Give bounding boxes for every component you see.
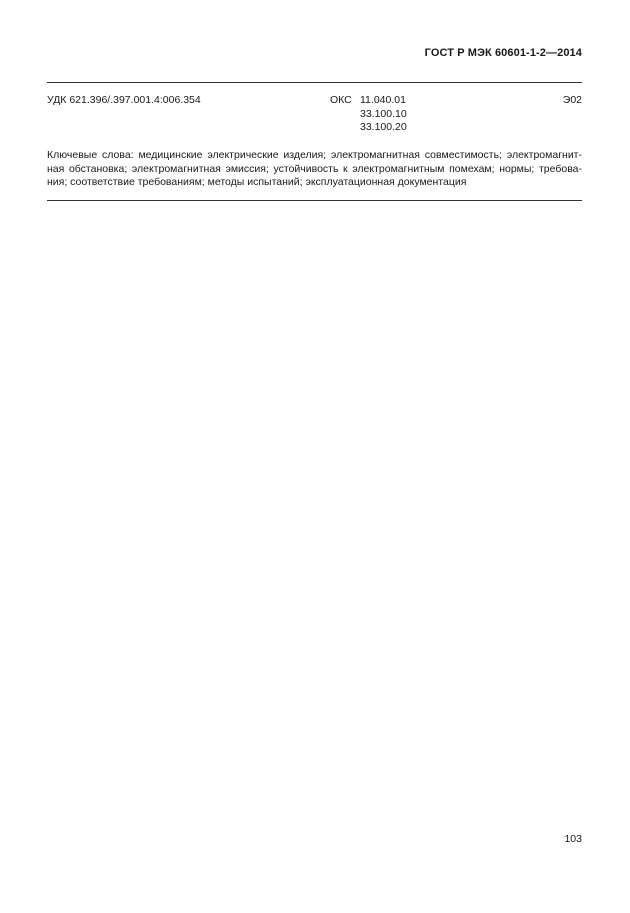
oks-label: ОКС [330, 94, 352, 106]
top-divider [47, 82, 582, 83]
page-number: 103 [564, 833, 582, 845]
oks-code: 11.040.01 [360, 94, 406, 106]
oks-codes [360, 94, 407, 135]
oks-code: 33.100.20 [360, 121, 407, 133]
keywords-line: ния; соответствие требованиям; методы испытаний; эксплуатационная документация [47, 176, 467, 188]
keywords-line: ная обстановка; электромагнитная эмиссия; устойчивость к электромагнитным помехам; нормы; требова- [47, 162, 582, 175]
standard-designation: ГОСТ Р МЭК 60601-1-2—2014 [424, 47, 582, 59]
keywords-line: Ключевые слова: медицинские электрические изделия; электромагнитная совместимость; электромагнит- [47, 149, 582, 161]
bottom-divider [47, 200, 582, 201]
keywords-paragraph [47, 149, 582, 190]
bibliographic-meta [47, 94, 582, 139]
udk-code: УДК 621.396/.397.001.4:006.354 [47, 94, 201, 106]
oks-code: 33.100.10 [360, 107, 407, 120]
classification-code: Э02 [562, 94, 582, 106]
